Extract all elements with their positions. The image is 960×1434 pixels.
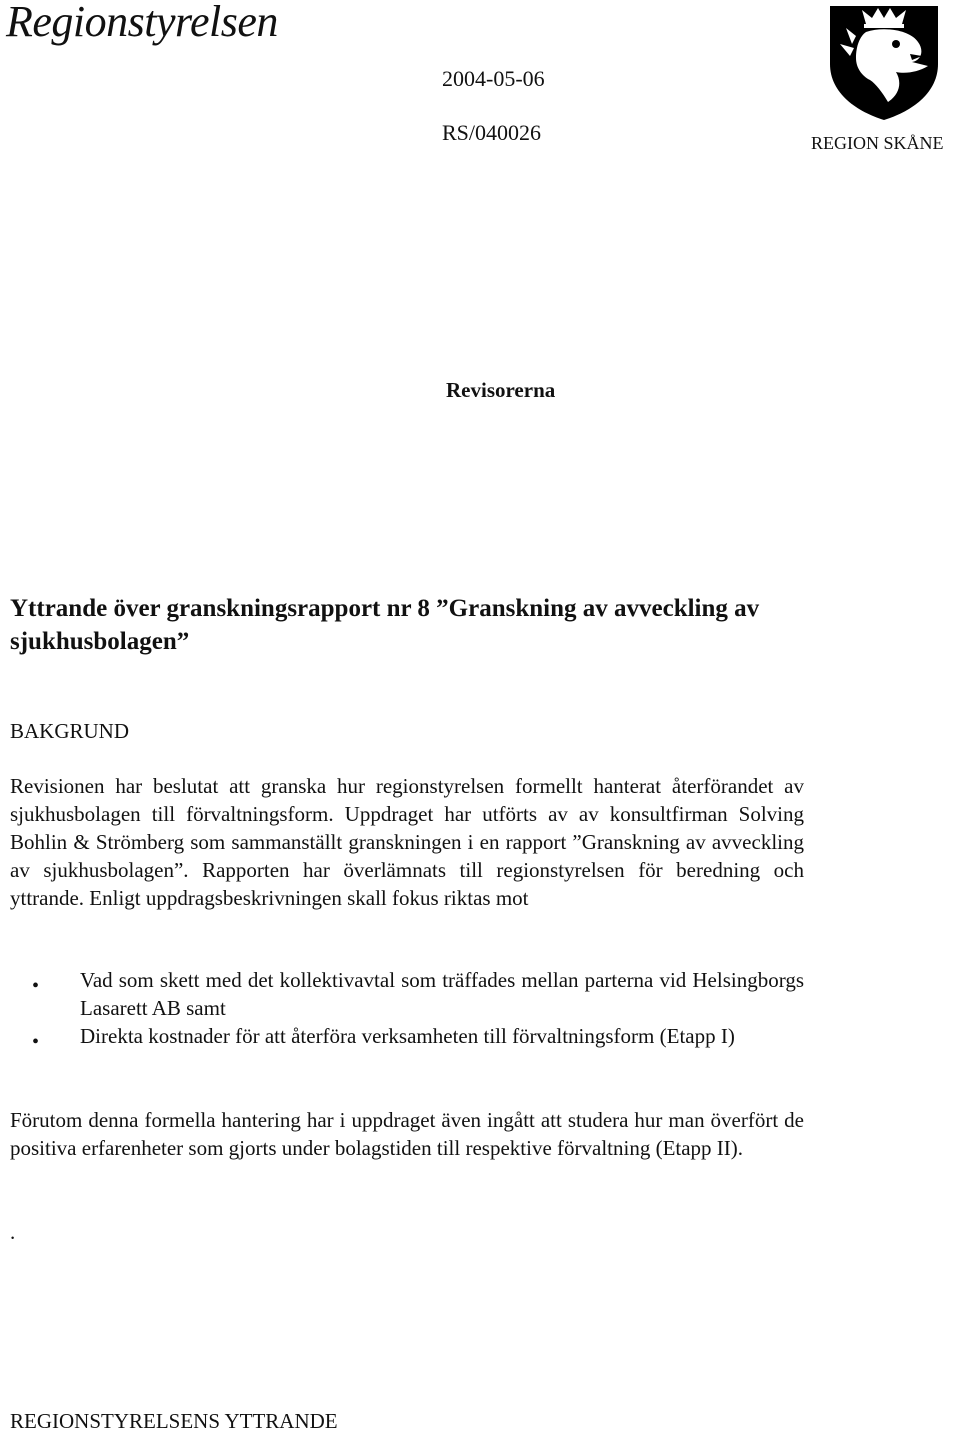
list-item [10, 1022, 804, 1053]
organization-name: REGION SKÅNE [811, 133, 944, 153]
document-date: 2004-05-06 [442, 66, 545, 91]
paragraph-1: Revisionen har beslutat att granska hur regionstyrelsen formellt hanterat återförandet av sjukhusbolagen till förvaltningsform. Uppdraget har utförts av av konsultfirman Solving Bohlin & Strömberg som sammanställt granskningen i en rapport ”Granskning av avveckling av sjukhusbolagen”. Rapporten har överlämnats till regionstyrelsen för beredning och yttrande. Enligt uppdragsbeskrivningen skall fokus riktas mot [10, 774, 804, 910]
background-heading: BAKGRUND [10, 719, 130, 743]
list-item-text: Vad som skett med det kollektivavtal som träffades mellan parterna vid Helsingborgs Lasarett AB samt [80, 968, 804, 1020]
bullet-list [10, 966, 804, 1053]
bullet-icon: • [32, 1031, 40, 1053]
bullet-icon: • [32, 975, 40, 997]
griffin-coat-of-arms-icon [826, 2, 942, 122]
stray-mark: . [10, 1220, 16, 1244]
list-item-text: Direkta kostnader för att återföra verksamheten till förvaltningsform (Etapp I) [80, 1024, 735, 1048]
document-title: Yttrande över granskningsrapport nr 8 ”Granskning av avveckling av sjukhusbolagen” [10, 595, 760, 655]
header-title: Regionstyrelsen [6, 0, 278, 46]
list-item [10, 966, 804, 1022]
paragraph-2: Förutom denna formella hantering har i uppdraget även ingått att studera hur man överfört de positiva erfarenheter som gjorts under bolagstiden till respektive förvaltning (Etapp II). [10, 1108, 804, 1160]
document-reference: RS/040026 [442, 120, 542, 145]
recipient: Revisorerna [446, 378, 556, 402]
statement-heading: REGIONSTYRELSENS YTTRANDE [10, 1409, 338, 1433]
